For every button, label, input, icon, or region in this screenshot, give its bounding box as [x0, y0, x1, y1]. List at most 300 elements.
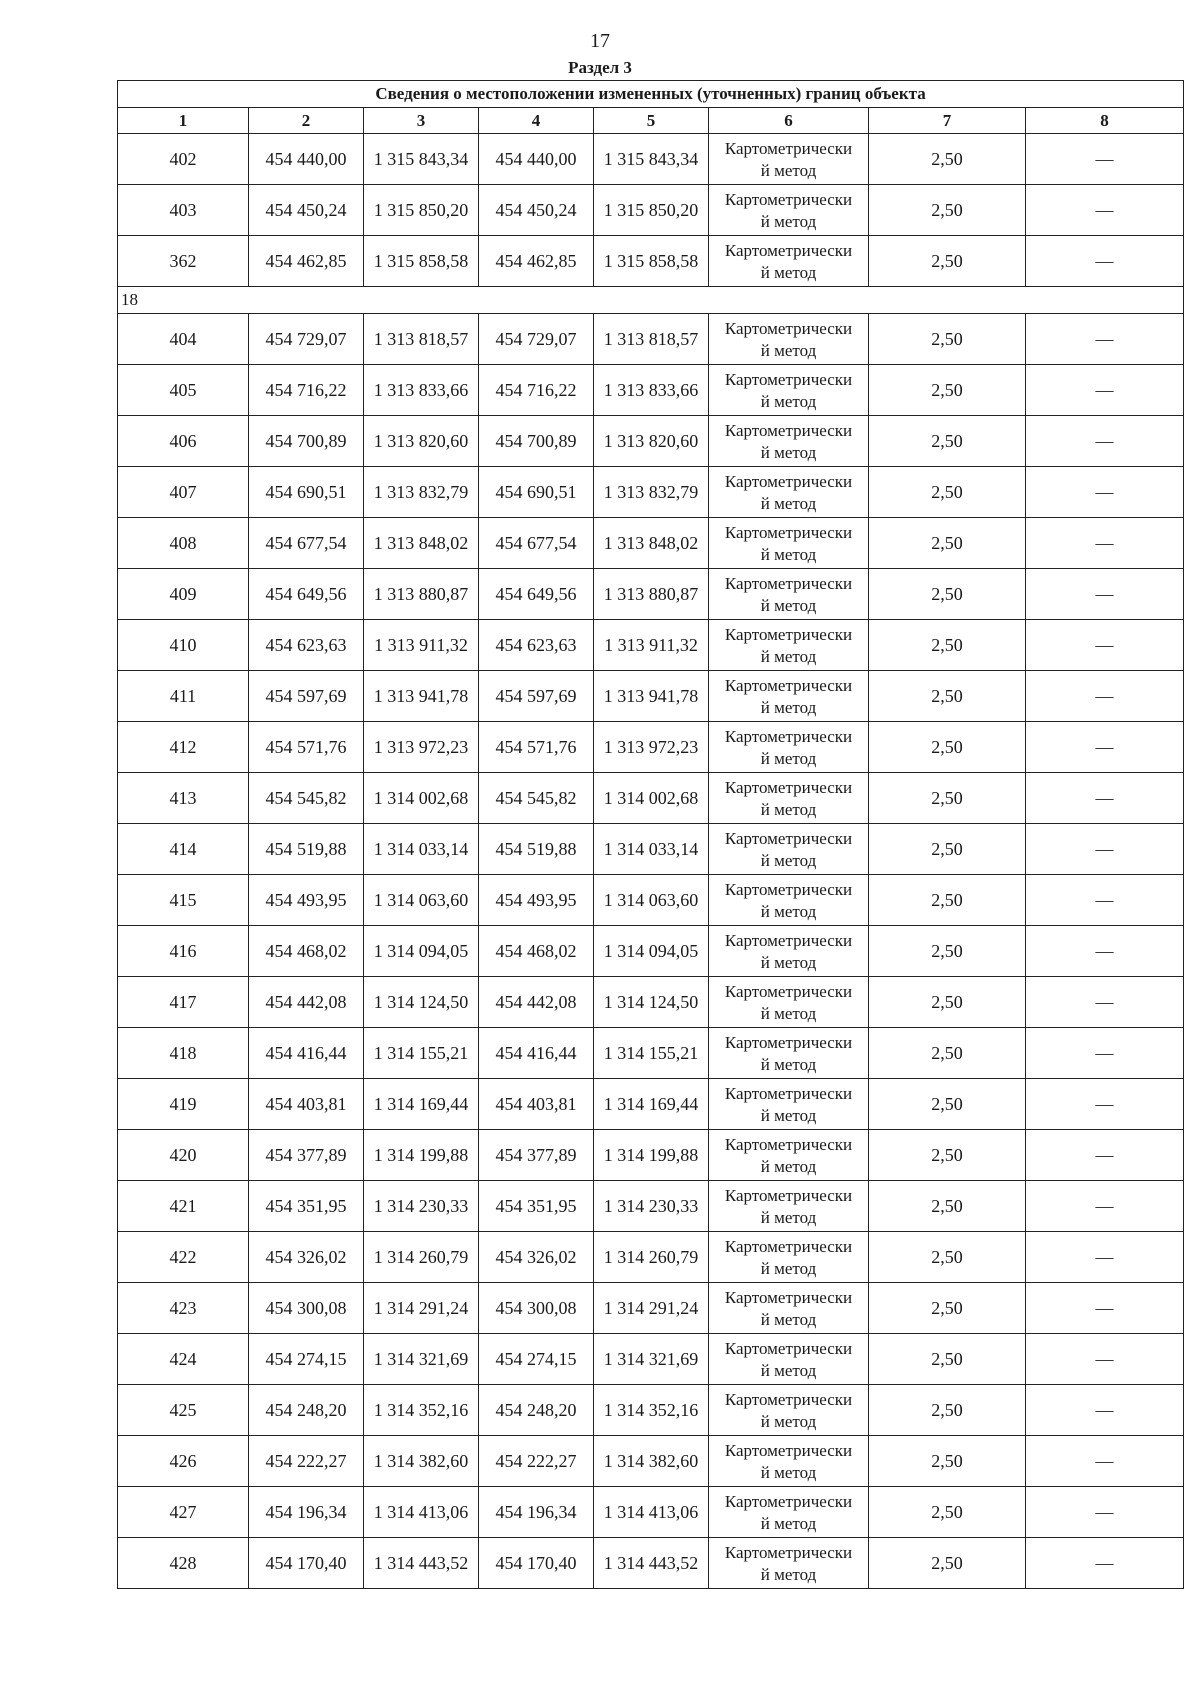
y-existing-cell: 1 314 352,16 [364, 1385, 479, 1436]
x-existing-cell: 454 649,56 [249, 569, 364, 620]
method-line-2: й метод [760, 1207, 817, 1227]
method-line-1: Картометрически [724, 930, 853, 950]
table-row [118, 875, 1184, 926]
method-cell [709, 722, 869, 773]
x-existing-cell: 454 351,95 [249, 1181, 364, 1232]
y-refined-cell: 1 314 260,79 [594, 1232, 709, 1283]
table-row [118, 1334, 1184, 1385]
method-cell [709, 1436, 869, 1487]
table-row [118, 1181, 1184, 1232]
y-existing-cell: 1 315 843,34 [364, 134, 479, 185]
column-8-cell: — [1026, 824, 1184, 875]
method-line-2: й метод [760, 952, 817, 972]
y-refined-cell: 1 314 230,33 [594, 1181, 709, 1232]
point-number-cell: 428 [118, 1538, 249, 1589]
method-line-2: й метод [760, 493, 817, 513]
column-8-cell: — [1026, 185, 1184, 236]
point-number-cell: 406 [118, 416, 249, 467]
group-label: 18 [118, 287, 1184, 314]
x-existing-cell: 454 690,51 [249, 467, 364, 518]
table-row [118, 1385, 1184, 1436]
method-cell [709, 1028, 869, 1079]
x-refined-cell: 454 700,89 [479, 416, 594, 467]
method-line-2: й метод [760, 262, 817, 282]
section-title: Раздел 3 [568, 58, 632, 77]
y-refined-cell: 1 314 199,88 [594, 1130, 709, 1181]
y-refined-cell: 1 314 094,05 [594, 926, 709, 977]
y-refined-cell: 1 314 124,50 [594, 977, 709, 1028]
group-row [118, 287, 1184, 314]
point-number-cell: 417 [118, 977, 249, 1028]
method-line-2: й метод [760, 160, 817, 180]
method-line-2: й метод [760, 1003, 817, 1023]
method-line-2: й метод [760, 1156, 817, 1176]
x-refined-cell: 454 716,22 [479, 365, 594, 416]
point-number-cell: 403 [118, 185, 249, 236]
x-existing-cell: 454 519,88 [249, 824, 364, 875]
accuracy-cell: 2,50 [869, 236, 1026, 287]
table-row [118, 773, 1184, 824]
table-row [118, 365, 1184, 416]
table-row [118, 977, 1184, 1028]
method-line-2: й метод [760, 544, 817, 564]
y-refined-cell: 1 314 321,69 [594, 1334, 709, 1385]
column-8-cell: — [1026, 1283, 1184, 1334]
x-existing-cell: 454 416,44 [249, 1028, 364, 1079]
x-refined-cell: 454 623,63 [479, 620, 594, 671]
method-cell [709, 314, 869, 365]
point-number-cell: 408 [118, 518, 249, 569]
x-refined-cell: 454 450,24 [479, 185, 594, 236]
method-line-2: й метод [760, 442, 817, 462]
method-cell [709, 926, 869, 977]
accuracy-cell: 2,50 [869, 1181, 1026, 1232]
x-refined-cell: 454 222,27 [479, 1436, 594, 1487]
column-8-cell: — [1026, 467, 1184, 518]
method-cell [709, 1538, 869, 1589]
method-line-1: Картометрически [724, 1389, 853, 1409]
y-refined-cell: 1 314 002,68 [594, 773, 709, 824]
x-existing-cell: 454 677,54 [249, 518, 364, 569]
column-8-cell: — [1026, 1181, 1184, 1232]
accuracy-cell: 2,50 [869, 185, 1026, 236]
column-number: 8 [1026, 108, 1184, 134]
x-refined-cell: 454 440,00 [479, 134, 594, 185]
column-number: 2 [249, 108, 364, 134]
method-line-1: Картометрически [724, 573, 853, 593]
method-line-1: Картометрически [724, 522, 853, 542]
table-row [118, 1487, 1184, 1538]
method-line-1: Картометрически [724, 318, 853, 338]
table-row [118, 1079, 1184, 1130]
accuracy-cell: 2,50 [869, 1385, 1026, 1436]
method-line-1: Картометрически [724, 1083, 853, 1103]
column-number: 1 [118, 108, 249, 134]
y-refined-cell: 1 313 880,87 [594, 569, 709, 620]
point-number-cell: 410 [118, 620, 249, 671]
x-refined-cell: 454 442,08 [479, 977, 594, 1028]
table-row [118, 671, 1184, 722]
y-refined-cell: 1 313 818,57 [594, 314, 709, 365]
method-cell [709, 1232, 869, 1283]
x-refined-cell: 454 351,95 [479, 1181, 594, 1232]
x-existing-cell: 454 545,82 [249, 773, 364, 824]
x-existing-cell: 454 716,22 [249, 365, 364, 416]
accuracy-cell: 2,50 [869, 1232, 1026, 1283]
method-line-1: Картометрически [724, 1542, 853, 1562]
point-number-cell: 416 [118, 926, 249, 977]
table-row [118, 620, 1184, 671]
x-existing-cell: 454 403,81 [249, 1079, 364, 1130]
column-8-cell: — [1026, 620, 1184, 671]
table-row [118, 134, 1184, 185]
method-line-1: Картометрически [724, 726, 853, 746]
table-row [118, 314, 1184, 365]
accuracy-cell: 2,50 [869, 1487, 1026, 1538]
column-8-cell: — [1026, 977, 1184, 1028]
method-line-2: й метод [760, 1564, 817, 1584]
method-line-2: й метод [760, 1411, 817, 1431]
point-number-cell: 419 [118, 1079, 249, 1130]
point-number-cell: 422 [118, 1232, 249, 1283]
column-8-cell: — [1026, 926, 1184, 977]
accuracy-cell: 2,50 [869, 620, 1026, 671]
method-line-1: Картометрически [724, 1032, 853, 1052]
x-refined-cell: 454 545,82 [479, 773, 594, 824]
accuracy-cell: 2,50 [869, 671, 1026, 722]
point-number-cell: 412 [118, 722, 249, 773]
point-number-cell: 426 [118, 1436, 249, 1487]
y-refined-cell: 1 314 382,60 [594, 1436, 709, 1487]
table-row [118, 1436, 1184, 1487]
y-refined-cell: 1 313 911,32 [594, 620, 709, 671]
x-refined-cell: 454 196,34 [479, 1487, 594, 1538]
x-refined-cell: 454 326,02 [479, 1232, 594, 1283]
accuracy-cell: 2,50 [869, 722, 1026, 773]
method-line-1: Картометрически [724, 138, 853, 158]
method-line-2: й метод [760, 1258, 817, 1278]
point-number-cell: 413 [118, 773, 249, 824]
table-row [118, 1028, 1184, 1079]
accuracy-cell: 2,50 [869, 1079, 1026, 1130]
y-existing-cell: 1 313 880,87 [364, 569, 479, 620]
table-row [118, 1283, 1184, 1334]
method-line-2: й метод [760, 646, 817, 666]
column-number: 6 [709, 108, 869, 134]
accuracy-cell: 2,50 [869, 875, 1026, 926]
method-line-1: Картометрически [724, 369, 853, 389]
column-8-cell: — [1026, 236, 1184, 287]
column-8-cell: — [1026, 134, 1184, 185]
y-existing-cell: 1 313 833,66 [364, 365, 479, 416]
y-existing-cell: 1 313 941,78 [364, 671, 479, 722]
y-existing-cell: 1 313 832,79 [364, 467, 479, 518]
method-line-1: Картометрически [724, 981, 853, 1001]
method-cell [709, 134, 869, 185]
method-line-2: й метод [760, 1054, 817, 1074]
point-number-cell: 414 [118, 824, 249, 875]
y-existing-cell: 1 314 382,60 [364, 1436, 479, 1487]
x-refined-cell: 454 274,15 [479, 1334, 594, 1385]
column-8-cell: — [1026, 875, 1184, 926]
x-refined-cell: 454 571,76 [479, 722, 594, 773]
method-line-2: й метод [760, 1105, 817, 1125]
column-8-cell: — [1026, 1538, 1184, 1589]
column-8-cell: — [1026, 1079, 1184, 1130]
method-cell [709, 569, 869, 620]
method-line-2: й метод [760, 211, 817, 231]
method-cell [709, 236, 869, 287]
x-refined-cell: 454 677,54 [479, 518, 594, 569]
column-number: 3 [364, 108, 479, 134]
y-refined-cell: 1 314 063,60 [594, 875, 709, 926]
method-cell [709, 824, 869, 875]
column-8-cell: — [1026, 1334, 1184, 1385]
x-refined-cell: 454 377,89 [479, 1130, 594, 1181]
method-cell [709, 620, 869, 671]
y-refined-cell: 1 314 033,14 [594, 824, 709, 875]
x-existing-cell: 454 326,02 [249, 1232, 364, 1283]
point-number-cell: 415 [118, 875, 249, 926]
x-refined-cell: 454 493,95 [479, 875, 594, 926]
y-existing-cell: 1 314 230,33 [364, 1181, 479, 1232]
method-line-2: й метод [760, 1462, 817, 1482]
y-refined-cell: 1 314 352,16 [594, 1385, 709, 1436]
method-line-1: Картометрически [724, 1338, 853, 1358]
method-line-2: й метод [760, 391, 817, 411]
y-existing-cell: 1 314 124,50 [364, 977, 479, 1028]
x-refined-cell: 454 519,88 [479, 824, 594, 875]
method-cell [709, 977, 869, 1028]
accuracy-cell: 2,50 [869, 314, 1026, 365]
accuracy-cell: 2,50 [869, 977, 1026, 1028]
table-body-before [118, 134, 1184, 287]
column-8-cell: — [1026, 1028, 1184, 1079]
column-8-cell: — [1026, 1385, 1184, 1436]
accuracy-cell: 2,50 [869, 365, 1026, 416]
table-caption: Сведения о местоположении измененных (уточненных) границ объекта [118, 81, 1184, 108]
y-existing-cell: 1 314 155,21 [364, 1028, 479, 1079]
table-row [118, 926, 1184, 977]
point-number-cell: 405 [118, 365, 249, 416]
x-existing-cell: 454 442,08 [249, 977, 364, 1028]
x-refined-cell: 454 416,44 [479, 1028, 594, 1079]
method-line-2: й метод [760, 340, 817, 360]
y-existing-cell: 1 314 033,14 [364, 824, 479, 875]
table-row [118, 824, 1184, 875]
table-row [118, 236, 1184, 287]
x-existing-cell: 454 274,15 [249, 1334, 364, 1385]
x-existing-cell: 454 170,40 [249, 1538, 364, 1589]
method-line-1: Картометрически [724, 1185, 853, 1205]
table-row [118, 518, 1184, 569]
y-existing-cell: 1 314 413,06 [364, 1487, 479, 1538]
column-8-cell: — [1026, 722, 1184, 773]
y-existing-cell: 1 314 321,69 [364, 1334, 479, 1385]
y-refined-cell: 1 313 941,78 [594, 671, 709, 722]
method-line-1: Картометрически [724, 240, 853, 260]
method-line-2: й метод [760, 748, 817, 768]
table-row [118, 1538, 1184, 1589]
column-8-cell: — [1026, 416, 1184, 467]
y-refined-cell: 1 315 858,58 [594, 236, 709, 287]
method-line-2: й метод [760, 850, 817, 870]
y-refined-cell: 1 313 972,23 [594, 722, 709, 773]
table-body-after [118, 314, 1184, 1589]
point-number-cell: 362 [118, 236, 249, 287]
column-8-cell: — [1026, 365, 1184, 416]
page-number: 17 [590, 30, 610, 52]
point-number-cell: 411 [118, 671, 249, 722]
y-existing-cell: 1 315 850,20 [364, 185, 479, 236]
method-line-1: Картометрически [724, 1491, 853, 1511]
y-existing-cell: 1 313 818,57 [364, 314, 479, 365]
accuracy-cell: 2,50 [869, 1436, 1026, 1487]
method-line-2: й метод [760, 697, 817, 717]
y-existing-cell: 1 313 848,02 [364, 518, 479, 569]
accuracy-cell: 2,50 [869, 926, 1026, 977]
column-8-cell: — [1026, 518, 1184, 569]
method-cell [709, 671, 869, 722]
x-refined-cell: 454 729,07 [479, 314, 594, 365]
accuracy-cell: 2,50 [869, 1130, 1026, 1181]
y-existing-cell: 1 314 063,60 [364, 875, 479, 926]
x-existing-cell: 454 450,24 [249, 185, 364, 236]
method-line-1: Картометрически [724, 1287, 853, 1307]
point-number-cell: 409 [118, 569, 249, 620]
x-existing-cell: 454 597,69 [249, 671, 364, 722]
method-cell [709, 773, 869, 824]
x-refined-cell: 454 468,02 [479, 926, 594, 977]
accuracy-cell: 2,50 [869, 569, 1026, 620]
x-existing-cell: 454 493,95 [249, 875, 364, 926]
y-existing-cell: 1 314 291,24 [364, 1283, 479, 1334]
accuracy-cell: 2,50 [869, 773, 1026, 824]
y-refined-cell: 1 313 848,02 [594, 518, 709, 569]
x-existing-cell: 454 571,76 [249, 722, 364, 773]
y-existing-cell: 1 314 443,52 [364, 1538, 479, 1589]
x-existing-cell: 454 462,85 [249, 236, 364, 287]
column-8-cell: — [1026, 1487, 1184, 1538]
column-8-cell: — [1026, 773, 1184, 824]
method-cell [709, 1181, 869, 1232]
x-existing-cell: 454 196,34 [249, 1487, 364, 1538]
method-line-1: Картометрически [724, 420, 853, 440]
accuracy-cell: 2,50 [869, 467, 1026, 518]
x-refined-cell: 454 649,56 [479, 569, 594, 620]
y-existing-cell: 1 314 002,68 [364, 773, 479, 824]
table-row [118, 1130, 1184, 1181]
method-line-2: й метод [760, 1309, 817, 1329]
x-refined-cell: 454 300,08 [479, 1283, 594, 1334]
x-existing-cell: 454 700,89 [249, 416, 364, 467]
method-cell [709, 467, 869, 518]
x-existing-cell: 454 729,07 [249, 314, 364, 365]
method-cell [709, 1487, 869, 1538]
column-8-cell: — [1026, 1436, 1184, 1487]
point-number-cell: 420 [118, 1130, 249, 1181]
x-existing-cell: 454 222,27 [249, 1436, 364, 1487]
method-line-1: Картометрически [724, 675, 853, 695]
y-existing-cell: 1 313 820,60 [364, 416, 479, 467]
y-refined-cell: 1 314 413,06 [594, 1487, 709, 1538]
method-line-1: Картометрически [724, 1236, 853, 1256]
method-line-2: й метод [760, 1360, 817, 1380]
x-refined-cell: 454 690,51 [479, 467, 594, 518]
x-refined-cell: 454 462,85 [479, 236, 594, 287]
x-existing-cell: 454 377,89 [249, 1130, 364, 1181]
table-row [118, 722, 1184, 773]
method-line-1: Картометрически [724, 777, 853, 797]
method-line-1: Картометрически [724, 624, 853, 644]
x-refined-cell: 454 170,40 [479, 1538, 594, 1589]
point-number-cell: 404 [118, 314, 249, 365]
method-line-1: Картометрически [724, 1440, 853, 1460]
x-existing-cell: 454 623,63 [249, 620, 364, 671]
method-line-1: Картометрически [724, 1134, 853, 1154]
y-refined-cell: 1 314 291,24 [594, 1283, 709, 1334]
method-cell [709, 1334, 869, 1385]
x-refined-cell: 454 597,69 [479, 671, 594, 722]
column-8-cell: — [1026, 1232, 1184, 1283]
y-refined-cell: 1 314 443,52 [594, 1538, 709, 1589]
accuracy-cell: 2,50 [869, 1334, 1026, 1385]
y-refined-cell: 1 314 169,44 [594, 1079, 709, 1130]
method-line-1: Картометрически [724, 471, 853, 491]
method-cell [709, 1385, 869, 1436]
y-refined-cell: 1 314 155,21 [594, 1028, 709, 1079]
accuracy-cell: 2,50 [869, 1028, 1026, 1079]
accuracy-cell: 2,50 [869, 1283, 1026, 1334]
x-existing-cell: 454 468,02 [249, 926, 364, 977]
accuracy-cell: 2,50 [869, 416, 1026, 467]
method-line-2: й метод [760, 595, 817, 615]
table-row [118, 467, 1184, 518]
x-refined-cell: 454 403,81 [479, 1079, 594, 1130]
y-existing-cell: 1 314 094,05 [364, 926, 479, 977]
method-cell [709, 365, 869, 416]
y-refined-cell: 1 313 833,66 [594, 365, 709, 416]
point-number-cell: 418 [118, 1028, 249, 1079]
table-row [118, 416, 1184, 467]
table-row [118, 1232, 1184, 1283]
y-existing-cell: 1 314 169,44 [364, 1079, 479, 1130]
column-8-cell: — [1026, 671, 1184, 722]
point-number-cell: 407 [118, 467, 249, 518]
method-line-2: й метод [760, 799, 817, 819]
point-number-cell: 421 [118, 1181, 249, 1232]
method-cell [709, 1283, 869, 1334]
y-existing-cell: 1 313 972,23 [364, 722, 479, 773]
table-row [118, 185, 1184, 236]
point-number-cell: 427 [118, 1487, 249, 1538]
accuracy-cell: 2,50 [869, 1538, 1026, 1589]
table-row [118, 569, 1184, 620]
x-existing-cell: 454 248,20 [249, 1385, 364, 1436]
method-cell [709, 416, 869, 467]
point-number-cell: 425 [118, 1385, 249, 1436]
column-number: 7 [869, 108, 1026, 134]
y-refined-cell: 1 315 843,34 [594, 134, 709, 185]
column-number: 4 [479, 108, 594, 134]
coordinates-table [117, 80, 1184, 1589]
column-8-cell: — [1026, 569, 1184, 620]
column-numbers-row [118, 108, 1184, 134]
column-number: 5 [594, 108, 709, 134]
y-refined-cell: 1 313 820,60 [594, 416, 709, 467]
method-line-1: Картометрически [724, 189, 853, 209]
method-cell [709, 1079, 869, 1130]
